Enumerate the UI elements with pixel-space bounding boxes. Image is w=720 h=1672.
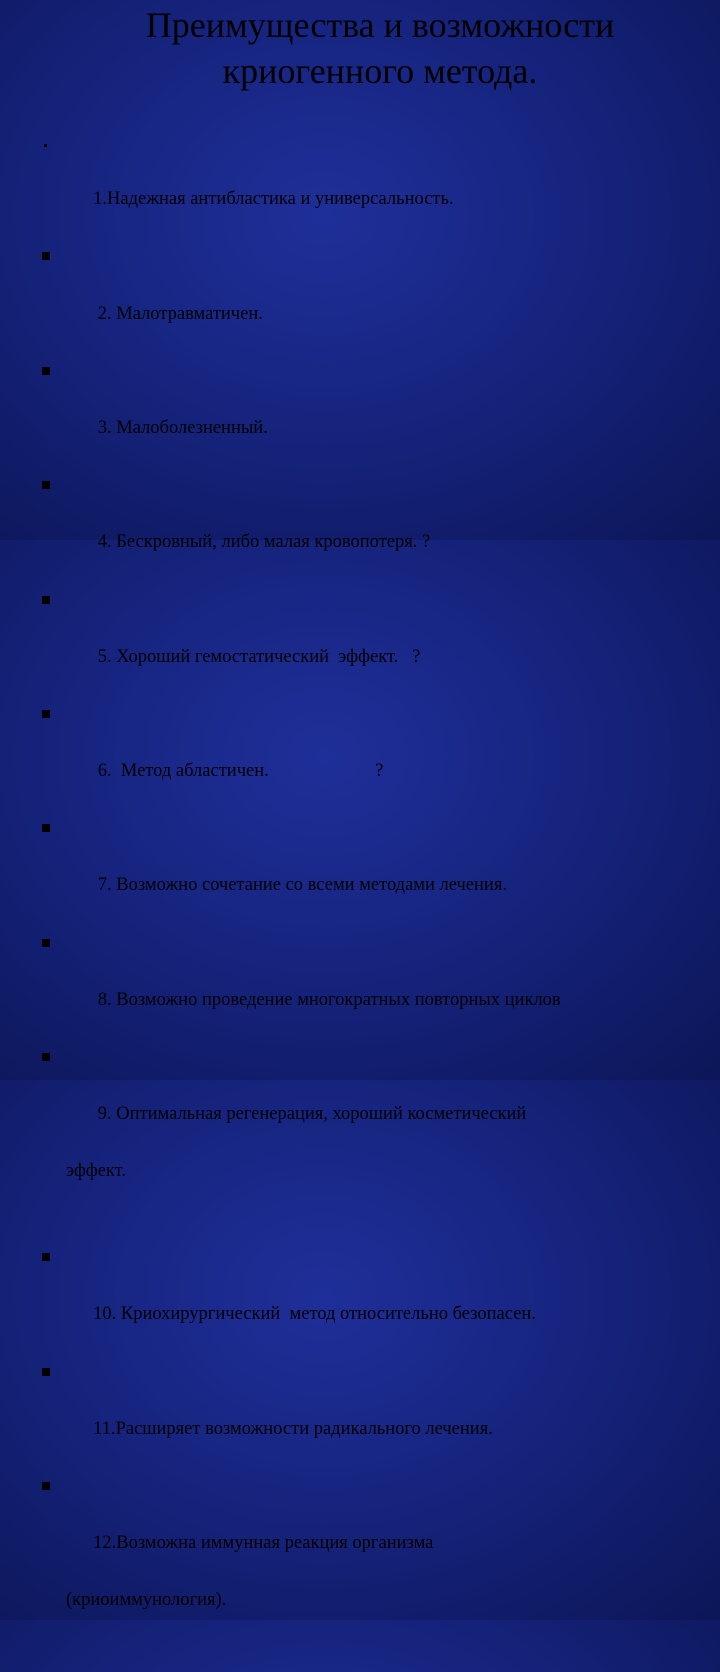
bullet-icon — [42, 1253, 50, 1261]
title-line-2: криогенного метода. — [222, 51, 538, 91]
list-item — [40, 700, 700, 814]
item-text: 1.Надежная антибластика и универсальность. — [88, 189, 454, 210]
bullet-icon — [42, 710, 50, 718]
list-item — [40, 1472, 700, 1672]
bullet-icon — [42, 481, 50, 489]
list-item — [40, 586, 700, 700]
item-text-continuation: (криоиммунология). — [66, 1590, 227, 1611]
item-text: 7. Возможно сочетание со всеми методами лечения. — [88, 875, 507, 896]
bullet-icon — [42, 252, 50, 260]
title-line-1: Преимущества и возможности — [145, 5, 615, 45]
bullet-icon — [42, 1368, 50, 1376]
item-text: 3. Малоболезненный. — [88, 417, 268, 438]
item-text: 5. Хороший гемостатический эффект. ? — [88, 646, 421, 667]
list-item — [40, 929, 700, 1043]
list-item — [40, 242, 700, 356]
bullet-icon — [44, 144, 47, 147]
bullet-icon — [42, 367, 50, 375]
item-text-continuation: эффект. — [66, 1161, 126, 1182]
item-text: 6. Метод абластичен. ? — [88, 761, 384, 782]
bullet-icon — [42, 596, 50, 604]
list-item — [40, 1358, 700, 1472]
slide-title — [60, 2, 700, 94]
bullet-icon — [42, 1053, 50, 1061]
item-text: 4. Бескровный, либо малая кровопотеря. ? — [88, 532, 431, 553]
item-text: 12.Возможна иммунная реакция организма — [88, 1533, 434, 1554]
item-text: 8. Возможно проведение многократных повторных циклов — [88, 989, 561, 1010]
bullet-list — [40, 128, 700, 1672]
item-text: 10. Криохирургический метод относительно безопасен. — [88, 1304, 536, 1325]
list-item — [40, 1043, 700, 1243]
list-item — [40, 814, 700, 928]
item-text: 11.Расширяет возможности радикального лечения. — [88, 1418, 493, 1439]
item-text: 2. Малотравматичен. — [88, 303, 263, 324]
bullet-icon — [42, 939, 50, 947]
list-item — [40, 1243, 700, 1357]
list-item — [40, 128, 700, 242]
bullet-icon — [42, 824, 50, 832]
list-item — [40, 471, 700, 585]
bullet-icon — [42, 1482, 50, 1490]
item-text: 9. Оптимальная регенерация, хороший косметический — [88, 1104, 527, 1125]
list-item — [40, 357, 700, 471]
